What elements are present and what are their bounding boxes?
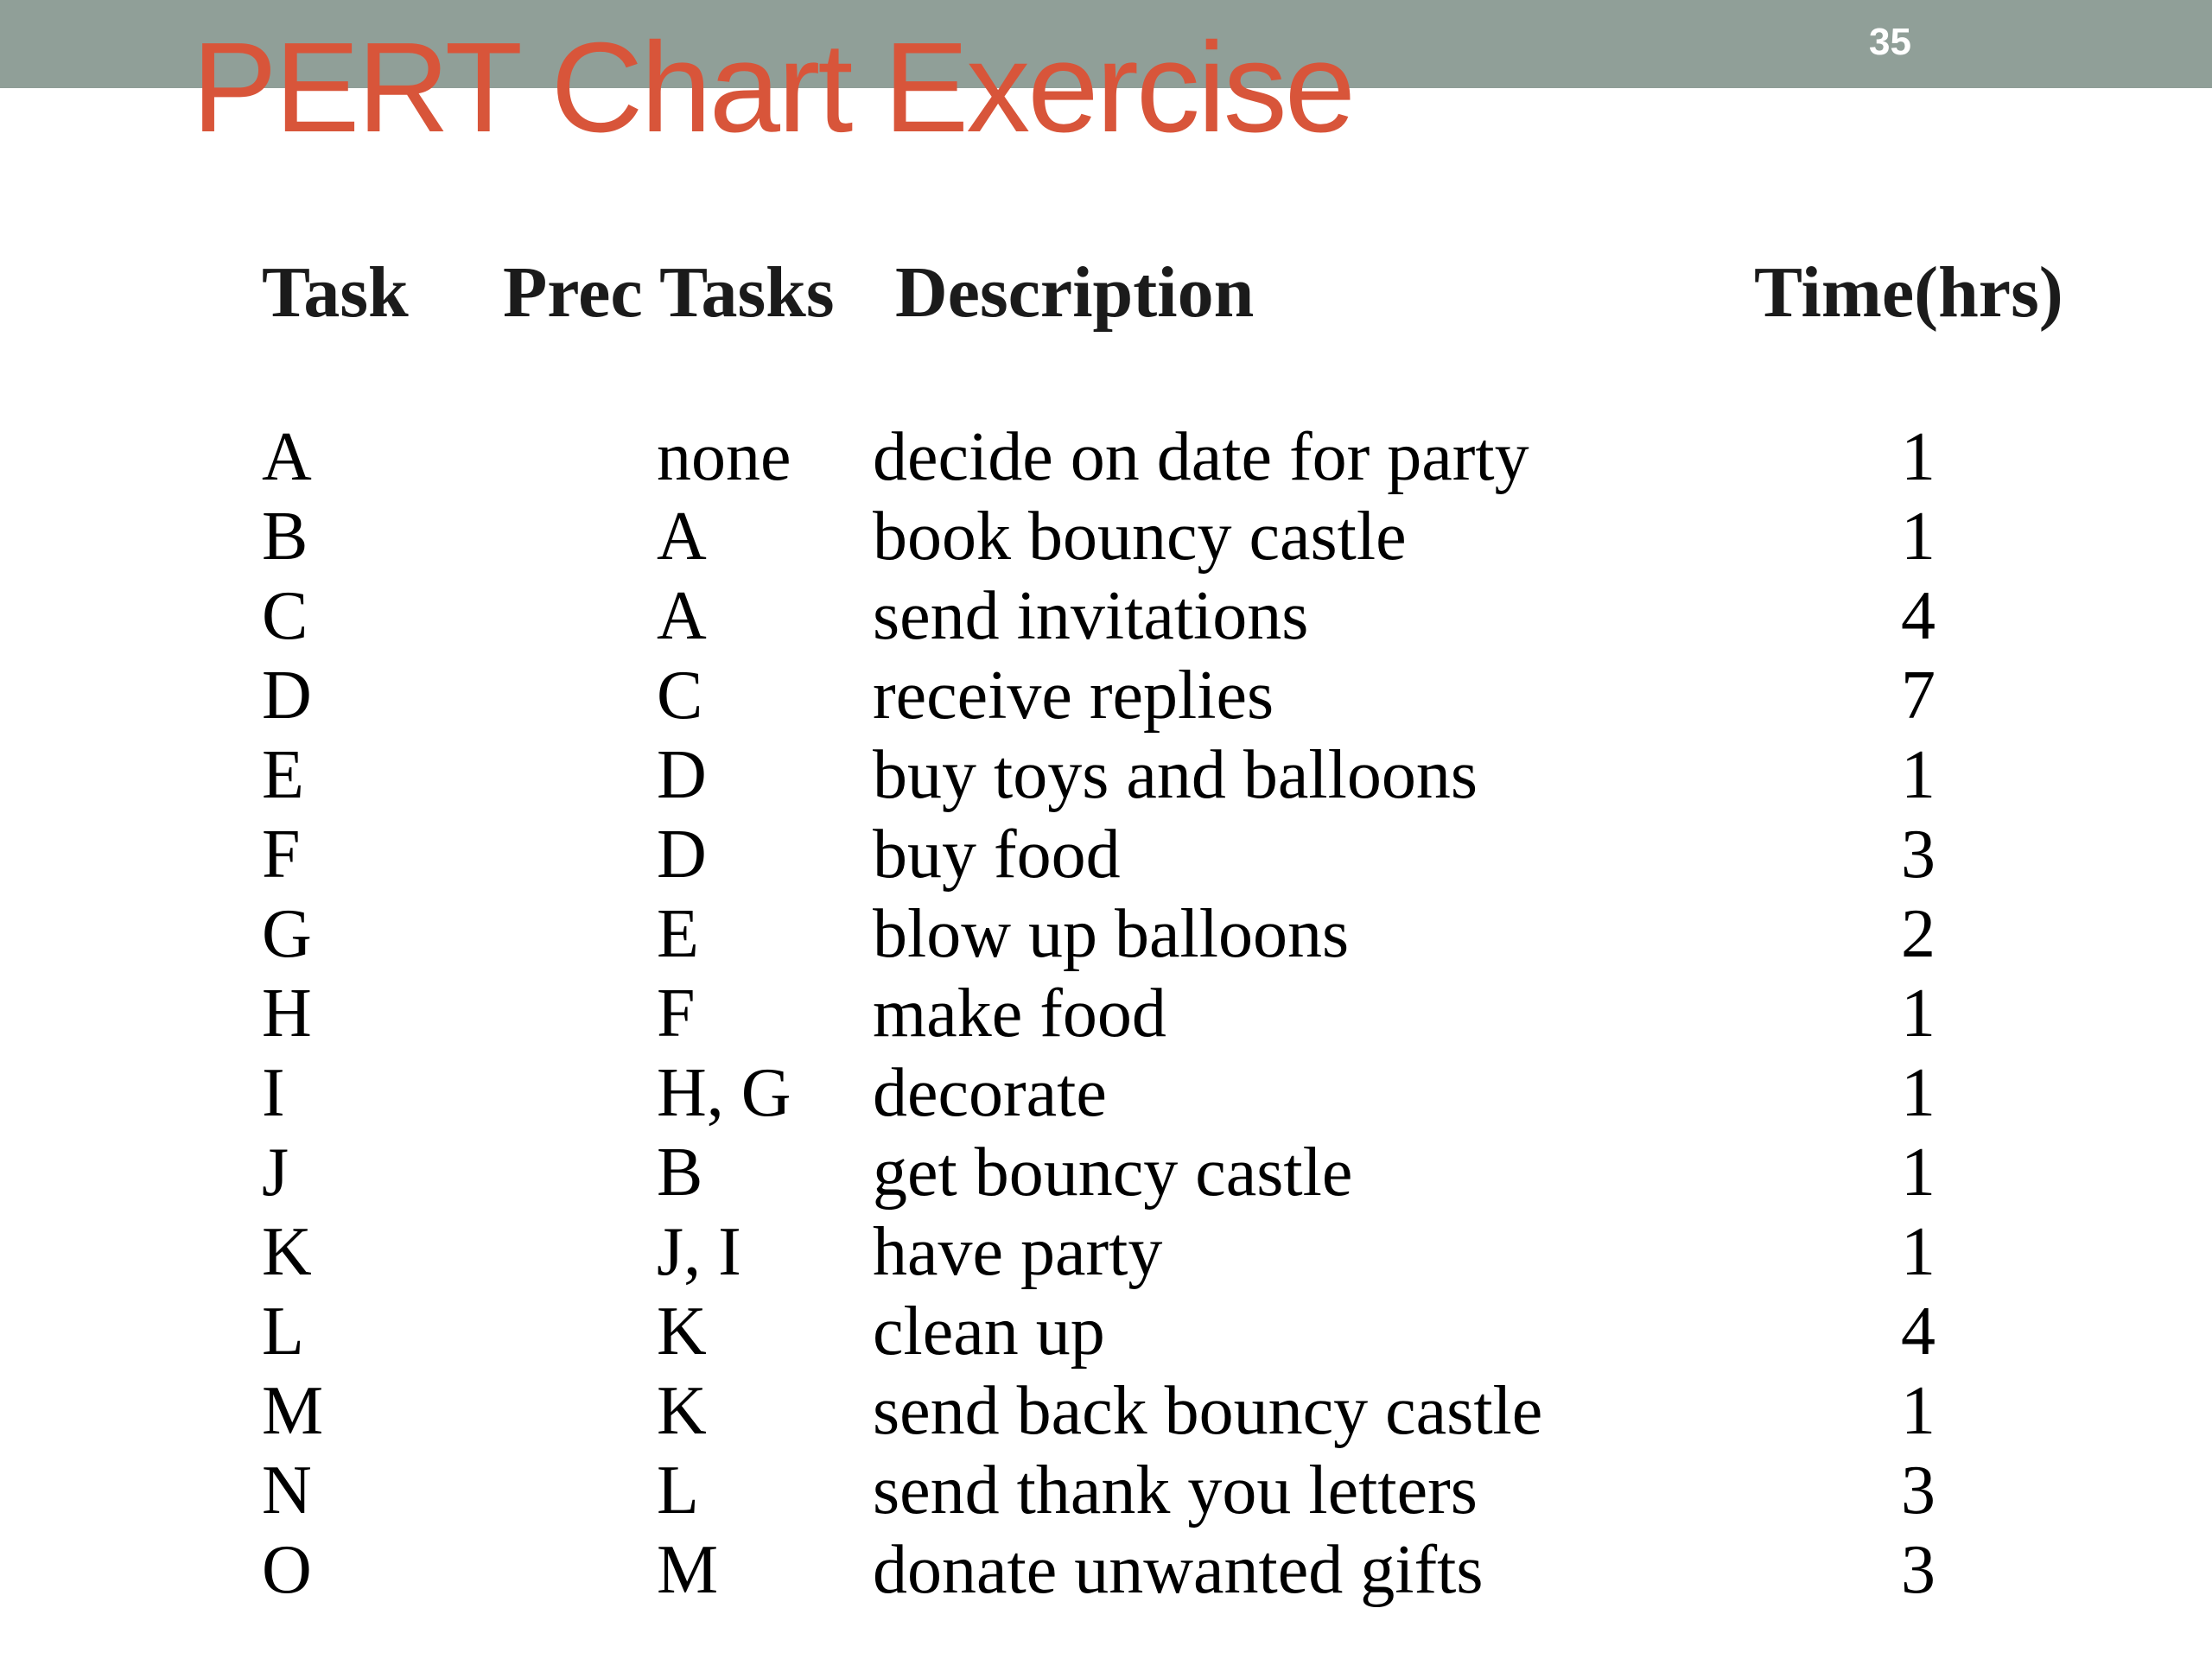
task-time: 7 (1901, 658, 1936, 734)
task-description: buy toys and balloons (873, 737, 1478, 813)
slide-number: 35 (1869, 21, 1911, 63)
header-time: Time(hrs) (1754, 252, 2063, 333)
task-id: D (262, 658, 312, 734)
task-description: decide on date for party (873, 419, 1529, 495)
task-time: 1 (1901, 737, 1936, 813)
table-row (0, 737, 2212, 820)
task-id: J (262, 1135, 289, 1211)
task-description: make food (873, 976, 1166, 1052)
task-description: have party (873, 1214, 1163, 1290)
task-description: send thank you letters (873, 1452, 1478, 1529)
table-row (0, 658, 2212, 741)
task-time: 1 (1901, 499, 1936, 575)
prec-tasks: K (657, 1373, 707, 1449)
prec-tasks: none (657, 419, 791, 495)
prec-tasks: D (657, 737, 707, 813)
table-row (0, 419, 2212, 502)
header-prec-tasks: Prec Tasks (503, 252, 835, 333)
task-time: 4 (1901, 578, 1936, 654)
task-time: 3 (1901, 817, 1936, 893)
prec-tasks: D (657, 817, 707, 893)
prec-tasks: F (657, 976, 696, 1052)
task-description: donate unwanted gifts (873, 1532, 1484, 1608)
task-id: K (262, 1214, 312, 1290)
task-id: G (262, 896, 312, 972)
task-time: 2 (1901, 896, 1936, 972)
task-time: 4 (1901, 1294, 1936, 1370)
task-description: clean up (873, 1294, 1105, 1370)
table-row (0, 1055, 2212, 1138)
table-row (0, 1214, 2212, 1297)
prec-tasks: A (657, 578, 707, 654)
task-description: send back bouncy castle (873, 1373, 1543, 1449)
table-row (0, 1373, 2212, 1456)
table-row (0, 1452, 2212, 1535)
slide-title: PERT Chart Exercise (192, 16, 1354, 159)
prec-tasks: M (657, 1532, 719, 1608)
task-description: send invitations (873, 578, 1309, 654)
prec-tasks: A (657, 499, 707, 575)
task-id: E (262, 737, 304, 813)
task-id: L (262, 1294, 304, 1370)
table-row (0, 896, 2212, 979)
task-time: 1 (1901, 1055, 1936, 1131)
task-time: 1 (1901, 1373, 1936, 1449)
task-time: 1 (1901, 419, 1936, 495)
header-task: Task (262, 252, 409, 333)
prec-tasks: H, G (657, 1055, 791, 1131)
task-id: F (262, 817, 301, 893)
task-description: receive replies (873, 658, 1274, 734)
task-id: B (262, 499, 308, 575)
task-time: 1 (1901, 1214, 1936, 1290)
task-time: 3 (1901, 1452, 1936, 1529)
task-time: 1 (1901, 1135, 1936, 1211)
task-time: 1 (1901, 976, 1936, 1052)
prec-tasks: E (657, 896, 699, 972)
task-id: O (262, 1532, 312, 1608)
table-row (0, 976, 2212, 1058)
task-id: N (262, 1452, 312, 1529)
task-description: get bouncy castle (873, 1135, 1353, 1211)
table-row (0, 499, 2212, 582)
table-row (0, 1532, 2212, 1615)
task-id: C (262, 578, 308, 654)
task-time: 3 (1901, 1532, 1936, 1608)
task-description: buy food (873, 817, 1121, 893)
task-description: decorate (873, 1055, 1107, 1131)
task-description: blow up balloons (873, 896, 1350, 972)
prec-tasks: L (657, 1452, 699, 1529)
table-row (0, 1135, 2212, 1217)
header-description: Description (895, 252, 1255, 333)
table-row (0, 817, 2212, 899)
prec-tasks: B (657, 1135, 703, 1211)
prec-tasks: J, I (657, 1214, 741, 1290)
prec-tasks: K (657, 1294, 707, 1370)
task-id: A (262, 419, 312, 495)
task-id: M (262, 1373, 324, 1449)
task-description: book bouncy castle (873, 499, 1407, 575)
task-id: I (262, 1055, 285, 1131)
table-row (0, 578, 2212, 661)
table-row (0, 1294, 2212, 1376)
task-id: H (262, 976, 312, 1052)
prec-tasks: C (657, 658, 703, 734)
